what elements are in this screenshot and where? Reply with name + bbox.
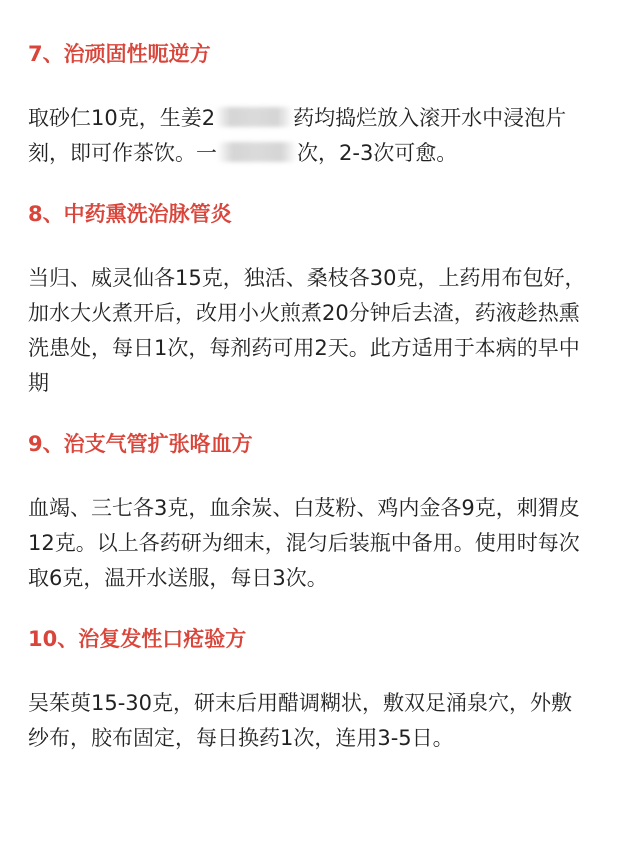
- section-body: [28, 261, 618, 401]
- body-text-fragment: 药均捣烂放入滚开水中浸泡片: [293, 106, 567, 130]
- section-heading: 10、治复发性口疮验方: [28, 627, 247, 651]
- body-line: 加水大火煮开后，改用小火煎煮20分钟后去渣，药液趁热熏: [28, 301, 580, 325]
- body-line: 12克。以上各药研为细末，混匀后装瓶中备用。使用时每次: [28, 531, 580, 555]
- section-heading: 9、治支气管扩张咯血方: [28, 432, 253, 456]
- body-line: 洗患处，每日1次，每剂药可用2天。此方适用于本病的早中: [28, 336, 580, 360]
- section-8: [28, 198, 618, 401]
- body-line: 取6克，温开水送服，每日3次。: [28, 566, 328, 590]
- blurred-text-redaction: [215, 107, 293, 127]
- section-7: [28, 38, 618, 171]
- body-line: 纱布，胶布固定，每日换药1次，连用3-5日。: [28, 726, 454, 750]
- section-heading: 8、中药熏洗治脉管炎: [28, 202, 232, 226]
- body-line: [28, 101, 618, 136]
- section-body: [28, 686, 618, 756]
- body-text-fragment: 取砂仁10克，生姜2: [28, 106, 216, 130]
- body-text-fragment: 次，2-3次可愈。: [297, 141, 458, 165]
- section-body: [28, 491, 618, 596]
- section-9: [28, 428, 618, 596]
- blurred-text-redaction: [217, 142, 297, 162]
- body-line: 血竭、三七各3克，血余炭、白芨粉、鸡内金各9克，刺猬皮: [28, 496, 580, 520]
- body-line: 吴茱萸15-30克，研末后用醋调糊状，敷双足涌泉穴，外敷: [28, 691, 573, 715]
- body-text-fragment: 刻，即可作茶饮。一: [28, 141, 217, 165]
- section-10: [28, 623, 618, 756]
- body-line: 当归、威灵仙各15克，独活、桑枝各30克，上药用布包好，: [28, 266, 586, 290]
- body-line: [28, 136, 618, 171]
- article-content: [28, 38, 618, 783]
- section-heading: 7、治顽固性呃逆方: [28, 42, 211, 66]
- section-body: [28, 101, 618, 171]
- body-line: 期: [28, 371, 49, 395]
